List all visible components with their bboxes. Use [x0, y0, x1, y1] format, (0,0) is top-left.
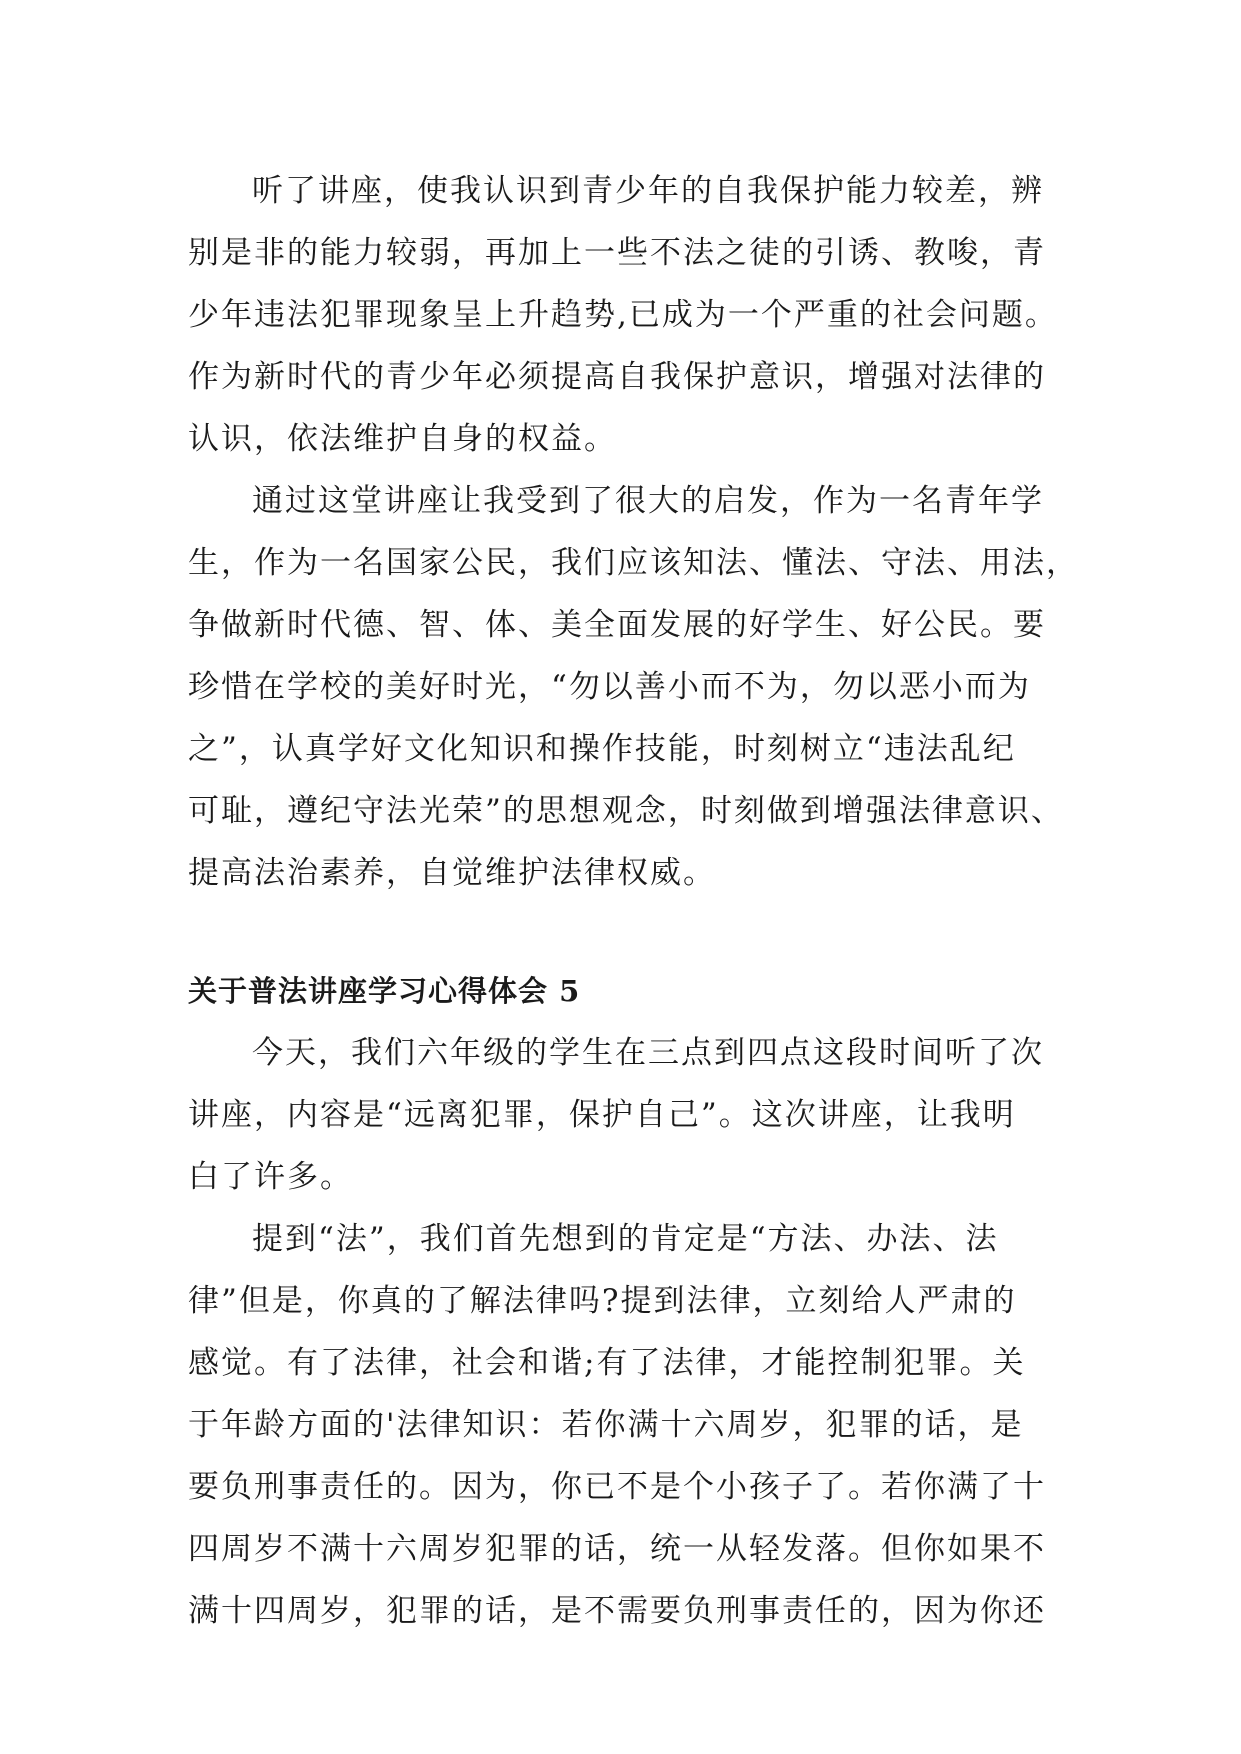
- text-line: 生，作为一名国家公民，我们应该知法、懂法、守法、用法，: [188, 545, 1079, 581]
- text-line: 少年违法犯罪现象呈上升趋势,已成为一个严重的社会问题。: [188, 297, 1058, 333]
- text-line: 感觉。有了法律，社会和谐;有了法律，才能控制犯罪。关: [188, 1345, 1026, 1381]
- paragraph-lecture-intro: [188, 1022, 1088, 1208]
- text-line: 要负刑事责任的。因为，你已不是个小孩子了。若你满了十: [188, 1469, 1046, 1505]
- document-body: [188, 160, 1088, 1642]
- paragraph-self-protection: [188, 160, 1088, 470]
- text-line: 作为新时代的青少年必须提高自我保护意识，增强对法律的: [188, 359, 1046, 395]
- text-line: 听了讲座，使我认识到青少年的自我保护能力较差，辨: [252, 173, 1044, 209]
- text-line: 提高法治素养，自觉维护法律权威。: [188, 855, 716, 891]
- text-line: 提到“法”，我们首先想到的肯定是“方法、办法、法: [252, 1221, 999, 1257]
- text-line: 之”，认真学好文化知识和操作技能，时刻树立“违法乱纪: [188, 731, 1016, 767]
- section-gap: [188, 904, 1088, 960]
- section-heading: 关于普法讲座学习心得体会 5: [188, 974, 581, 1008]
- paragraph-inspiration: [188, 470, 1088, 904]
- text-line: 满十四周岁，犯罪的话，是不需要负刑事责任的，因为你还: [188, 1593, 1046, 1629]
- text-line: 别是非的能力较弱，再加上一些不法之徒的引诱、教唆，青: [188, 235, 1046, 271]
- text-line: 于年龄方面的'法律知识：若你满十六周岁，犯罪的话，是: [188, 1407, 1024, 1443]
- text-line: 珍惜在学校的美好时光，“勿以善小而不为，勿以恶小而为: [188, 669, 1031, 705]
- text-line: 通过这堂讲座让我受到了很大的启发，作为一名青年学: [252, 483, 1044, 519]
- text-line: 讲座，内容是“远离犯罪，保护自己”。这次讲座，让我明: [188, 1097, 1016, 1133]
- text-line: 争做新时代德、智、体、美全面发展的好学生、好公民。要: [188, 607, 1046, 643]
- text-line: 认识，依法维护自身的权益。: [188, 421, 617, 457]
- text-line: 可耻，遵纪守法光荣”的思想观念，时刻做到增强法律意识、: [188, 793, 1064, 829]
- paragraph-law-age: [188, 1208, 1088, 1642]
- text-line: 今天，我们六年级的学生在三点到四点这段时间听了次: [252, 1035, 1044, 1071]
- text-line: 四周岁不满十六周岁犯罪的话，统一从轻发落。但你如果不: [188, 1531, 1046, 1567]
- text-line: 律”但是，你真的了解法律吗?提到法律，立刻给人严肃的: [188, 1283, 1017, 1319]
- text-line: 白了许多。: [188, 1159, 353, 1195]
